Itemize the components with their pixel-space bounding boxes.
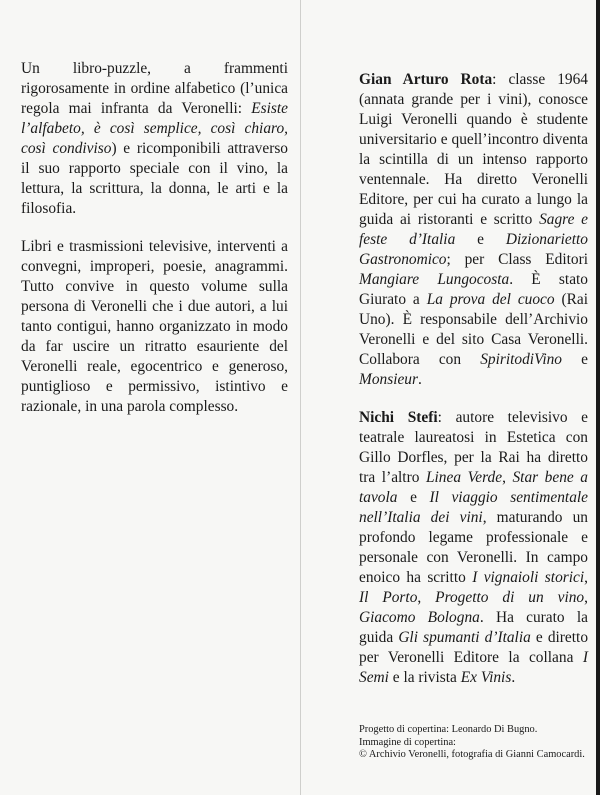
text-run: : classe 1964 (annata grande per i vini), conosce Luigi Veronelli quando è studente universitario e quell’incontro diventa la scintilla di un intenso rapporto ventennale. Ha diretto Veronelli Editore, per cui ha curato a lungo la guida ai ristoranti e scritto	[359, 71, 588, 228]
book-title: Giacomo Bologna	[359, 609, 480, 626]
photo-credit: © Archivio Veronelli, fotografia di Gianni Camocardi.	[359, 749, 585, 760]
author-name: Nichi Stefi	[359, 409, 438, 426]
text-run: ,	[502, 469, 513, 486]
cover-design-credit: Progetto di copertina: Leonardo Di Bugno.	[359, 724, 538, 735]
fold-line	[300, 0, 301, 795]
text-run: . È stato Giurato a	[359, 271, 588, 308]
text-run: Libri e trasmissioni televisive, interventi a convegni, improperi, poesie, anagrammi. Tutto convive in questo volume sulla persona di Veronelli che i due autori, a lui tanto contigui, hanno organizzato in modo da far uscire un ritratto esauriente del Veronelli reale, egocentrico e generoso, puntiglioso e permissivo, istintivo e razionale, in una parola complesso.	[21, 238, 288, 415]
book-title: Gli spumanti d’Italia	[398, 629, 531, 646]
magazine-title: Ex Vinis	[460, 669, 512, 686]
text-run: . Ha curato la guida	[359, 609, 588, 646]
text-run: ; per Class Editori	[446, 251, 588, 268]
synopsis-paragraph-2	[21, 237, 288, 417]
magazine-title: Monsieur	[359, 371, 418, 388]
text-run: e diretto per Veronelli Editore la collana	[359, 629, 589, 666]
text-run: ,	[417, 589, 436, 606]
text-run: e	[455, 231, 506, 248]
italic-quote: Esiste l’alfabeto, è così semplice, così chiaro, così condiviso	[21, 100, 288, 157]
book-title: Progetto di un vino	[435, 589, 585, 606]
author-bio-stefi	[359, 408, 588, 688]
text-run: ) e ricomponibili attraverso il suo rapporto speciale con il vino, la lettura, la scrittura, la donna, le arti e la filosofia.	[21, 140, 288, 217]
series-title: I Semi	[359, 649, 588, 686]
text-run: e	[562, 351, 588, 368]
text-run: ,	[584, 589, 588, 606]
book-title: Sagre e feste d’Italia	[359, 211, 589, 248]
author-name: Gian Arturo Rota	[359, 71, 493, 88]
cover-credits	[359, 724, 595, 762]
synopsis-paragraph-1	[21, 59, 288, 219]
text-run: (Rai Uno). È responsabile dell’Archivio Veronelli e del sito Casa Veronelli. Collabora con	[359, 291, 588, 368]
text-run: e	[397, 489, 430, 506]
show-title: Star bene a tavola	[359, 469, 588, 506]
cover-image-label: Immagine di copertina:	[359, 736, 456, 748]
text-run: .	[511, 669, 516, 686]
magazine-title: SpiritodiVino	[480, 351, 563, 368]
show-title: La prova del cuoco	[426, 291, 555, 308]
left-flap-text	[21, 59, 288, 435]
text-run: Un libro-puzzle, a frammenti rigorosamente in ordine alfabetico (l’unica regola mai infranta da Veronelli:	[21, 60, 288, 117]
book-title: Il Porto	[359, 589, 418, 606]
text-run: e la rivista	[388, 669, 461, 686]
book-title: Dizionarietto Gastronomico	[359, 231, 589, 268]
show-title: Il viaggio sentimentale nell’Italia dei vini	[359, 489, 588, 526]
page-edge	[596, 0, 600, 795]
text-run: , maturando un profondo legame professionale e personale con Veronelli. In campo enoico ha scritto	[359, 509, 588, 586]
book-title: I vignaioli storici	[472, 569, 585, 586]
text-run: .	[418, 371, 422, 388]
text-run: : autore televisivo e teatrale laureatosi in Estetica con Gillo Dorfles, per la Rai ha diretto tra l’altro	[359, 409, 589, 486]
right-flap-text	[359, 70, 588, 706]
book-title: Mangiare Lungocosta	[359, 271, 510, 288]
show-title: Linea Verde	[425, 469, 503, 486]
text-run: ,	[584, 569, 588, 586]
author-bio-rota	[359, 70, 588, 390]
